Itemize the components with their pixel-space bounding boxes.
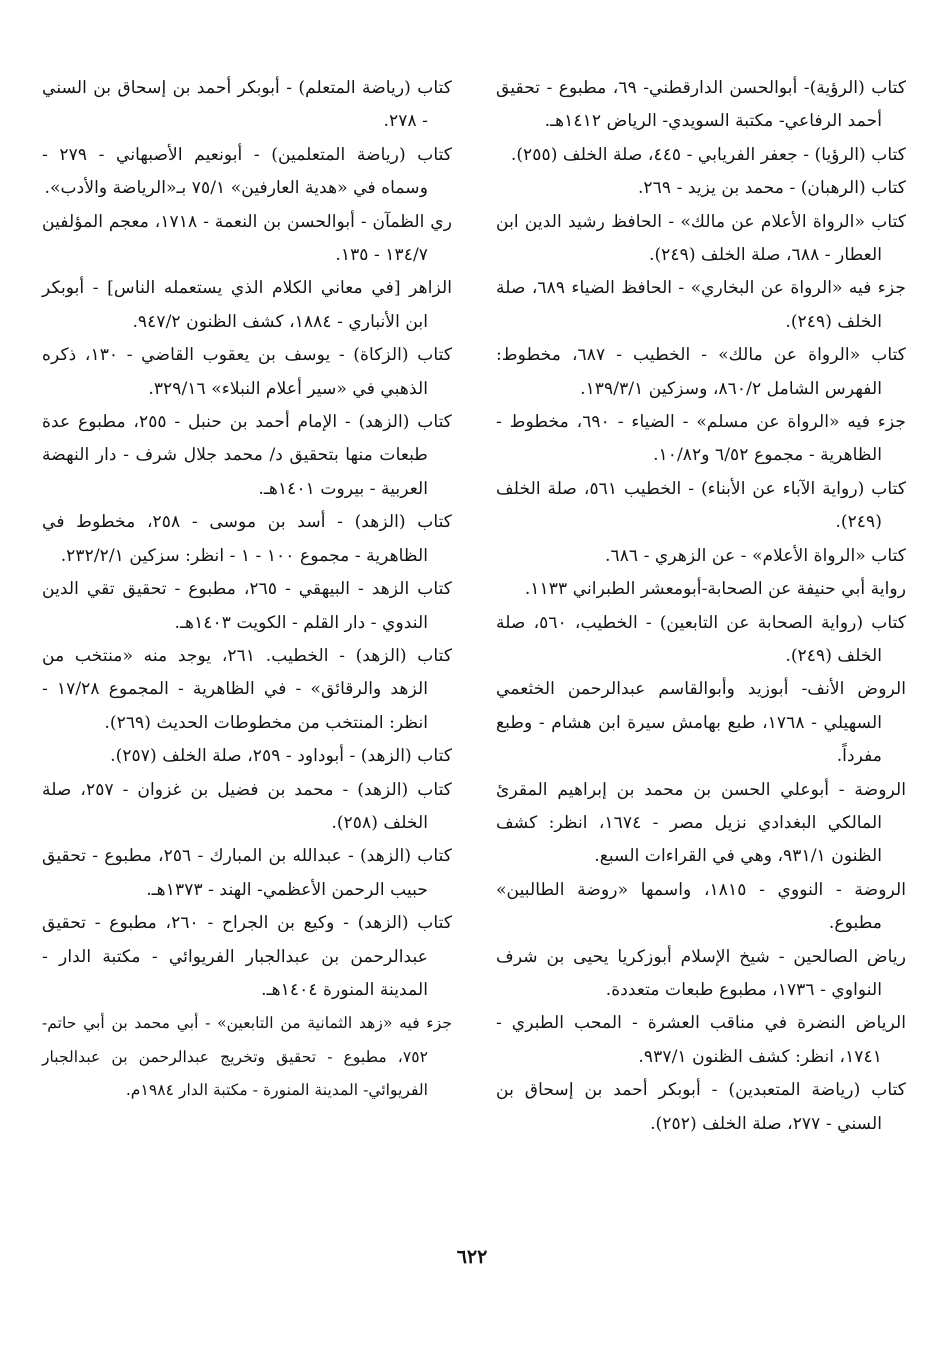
- entry-left-1: كتاب (رياضة المتعلم) - أبوبكر أحمد بن إسحاق بن السني - ٢٧٨.: [42, 78, 452, 132]
- entry-left-12: كتاب (الزهد) - عبدالله بن المبارك - ٢٥٦، مطبوع - تحقيق حبيب الرحمن الأعظمي- الهند - ١٣٧٣هـ.: [42, 846, 452, 900]
- entry-right-4: كتاب «الرواة الأعلام عن مالك» - الحافظ رشيد الدين ابن العطار - ٦٨٨، صلة الخلف (٢٤٩).: [496, 211, 906, 266]
- entry-right-9: كتاب «الرواة الأعلام» - عن الزهري - ٦٨٦.: [605, 545, 906, 566]
- entry-left-10: كتاب (الزهد) - أبوداود - ٢٥٩، صلة الخلف (٢٥٧).: [110, 746, 452, 767]
- right-column: [496, 72, 906, 1141]
- entry-right-14: الروضة - النووي - ١٨١٥، واسمها «روضة الطالبين» مطبوع.: [496, 879, 907, 934]
- entry-right-11: كتاب (رواية الصحابة عن التابعين) - الخطيب، ٥٦٠، صلة الخلف (٢٤٩).: [496, 612, 906, 666]
- entry-left-8: كتاب الزهد - البيهقي - ٢٦٥، مطبوع - تحقيق تقي الدين الندوي - دار القلم - الكويت ١٤٠٣هـ.: [42, 579, 452, 633]
- entry-right-1: كتاب (الرؤية)- أبوالحسن الدارقطني- ٦٩، مطبوع - تحقيق أحمد الرفاعي- مكتبة السويدي- الرياض ١٤١٢هـ.: [496, 78, 907, 132]
- entry-right-8: كتاب (رواية الآباء عن الأبناء) - الخطيب ٥٦١، صلة الخلف (٢٤٩).: [496, 478, 907, 533]
- page-number: ٦٢٢: [456, 1246, 488, 1268]
- entry-left-2: كتاب (رياضة المتعلمين) - أبونعيم الأصبهاني - ٢٧٩ - وسماه في «هدية العارفين» ٧٥/١ بـ«الرياضة والأدب».: [42, 144, 452, 199]
- entry-right-6: كتاب «الرواة عن مالك» - الخطيب - ٦٨٧، مخطوط: الفهرس الشامل ٨٦٠/٢، وسزكين ١٣٩/٣/١.: [496, 345, 906, 399]
- entry-left-6: كتاب (الزهد) - الإمام أحمد بن حنبل - ٢٥٥، مطبوع عدة طبعات منها بتحقيق د/ محمد جلال شرف - دار النهضة العربية - بيروت ١٤٠١هـ.: [42, 412, 452, 499]
- left-column: [42, 72, 452, 1108]
- entry-left-5: كتاب (الزكاة) - يوسف بن يعقوب القاضي - ١٣٠، ذكره الذهبي في «سير أعلام النبلاء» ٣٢٩/١٦.: [42, 345, 452, 399]
- entry-right-2: كتاب (الرؤيا) - جعفر الفريابي - ٤٤٥، صلة الخلف (٢٥٥).: [510, 144, 906, 165]
- entry-left-4: الزاهر [في معاني الكلام الذي يستعمله الناس] - أبوبكر ابن الأنباري - ١٨٨٤، كشف الظنون ٩٤٧/٢.: [42, 278, 452, 332]
- entry-left-7: كتاب (الزهد) - أسد بن موسى - ٢٥٨، مخطوط في الظاهرية - مجموع ١٠٠ - ١ - انظر: سزكين ٢٣٢/٢/١.: [42, 512, 452, 566]
- entry-left-11: كتاب (الزهد) - محمد بن فضيل بن غزوان - ٢٥٧، صلة الخلف (٢٥٨).: [42, 779, 452, 833]
- entry-right-15: رياض الصالحين - شيخ الإسلام أبوزكريا يحيى بن شرف النواوي - ١٧٣٦، مطبوع طبعات متعددة.: [496, 946, 906, 1000]
- entry-right-16: الرياض النضرة في مناقب العشرة - المحب الطبري - ١٧٤١، انظر: كشف الظنون ٩٣٧/١.: [496, 1013, 906, 1067]
- entry-left-3: ري الظمآن - أبوالحسن بن النعمة - ١٧١٨، معجم المؤلفين ١٣٤/٧ - ١٣٥.: [42, 211, 452, 266]
- entry-left-14: جزء فيه «زهد الثمانية من التابعين» - أبي محمد بن أبي حاتم- ٧٥٢، مطبوع - تحقيق وتخريج عبدالرحمن بن عبدالجبار الفريوائي- المدينة المنورة - مكتبة الدار ١٩٨٤م.: [42, 1014, 452, 1100]
- entry-right-3: كتاب (الرهبان) - محمد بن يزيد - ٢٦٩.: [637, 178, 906, 199]
- entry-left-9: كتاب (الزهد) - الخطيب. ٢٦١، يوجد منه «منتخب من الزهد والرقائق» - في الظاهرية - المجموع ١٧/٢٨ - انظر: المنتخب من مخطوطات الحديث (٢٦٩).: [42, 645, 452, 733]
- entry-right-13: الروضة - أبوعلي الحسن بن محمد بن إبراهيم المقرئ المالكي البغدادي نزيل مصر - ١٦٧٤، انظر: كشف الظنون ٩٣١/١، وهي في القراءات السبع.: [496, 779, 906, 867]
- entry-right-17: كتاب (رياضة المتعبدين) - أبوبكر أحمد بن إسحاق بن السني - ٢٧٧، صلة الخلف (٢٥٢).: [496, 1080, 906, 1134]
- entry-right-12: الروض الأنف- أبوزيد وأبوالقاسم عبدالرحمن الخثعمي السهيلي - ١٧٦٨، طبع بهامش سيرة ابن هشام - وطبع مفرداً.: [496, 679, 906, 767]
- entry-right-10: رواية أبي حنيفة عن الصحابة-أبومعشر الطبراني ١١٣٣.: [524, 579, 906, 600]
- entry-left-13: كتاب (الزهد) - وكيع بن الجراح - ٢٦٠، مطبوع - تحقيق عبدالرحمن بن عبدالجبار الفريوائي - مكتبة الدار - المدينة المنورة ١٤٠٤هـ.: [42, 913, 453, 1000]
- entry-right-7: جزء فيه «الرواة عن مسلم» - الضياء - ٦٩٠، مخطوط - الظاهرية - مجموع ٦/٥٢ و١٠/٨٢.: [496, 412, 906, 466]
- entry-right-5: جزء فيه «الرواة عن البخاري» - الحافظ الضياء ٦٨٩، صلة الخلف (٢٤٩).: [496, 278, 906, 332]
